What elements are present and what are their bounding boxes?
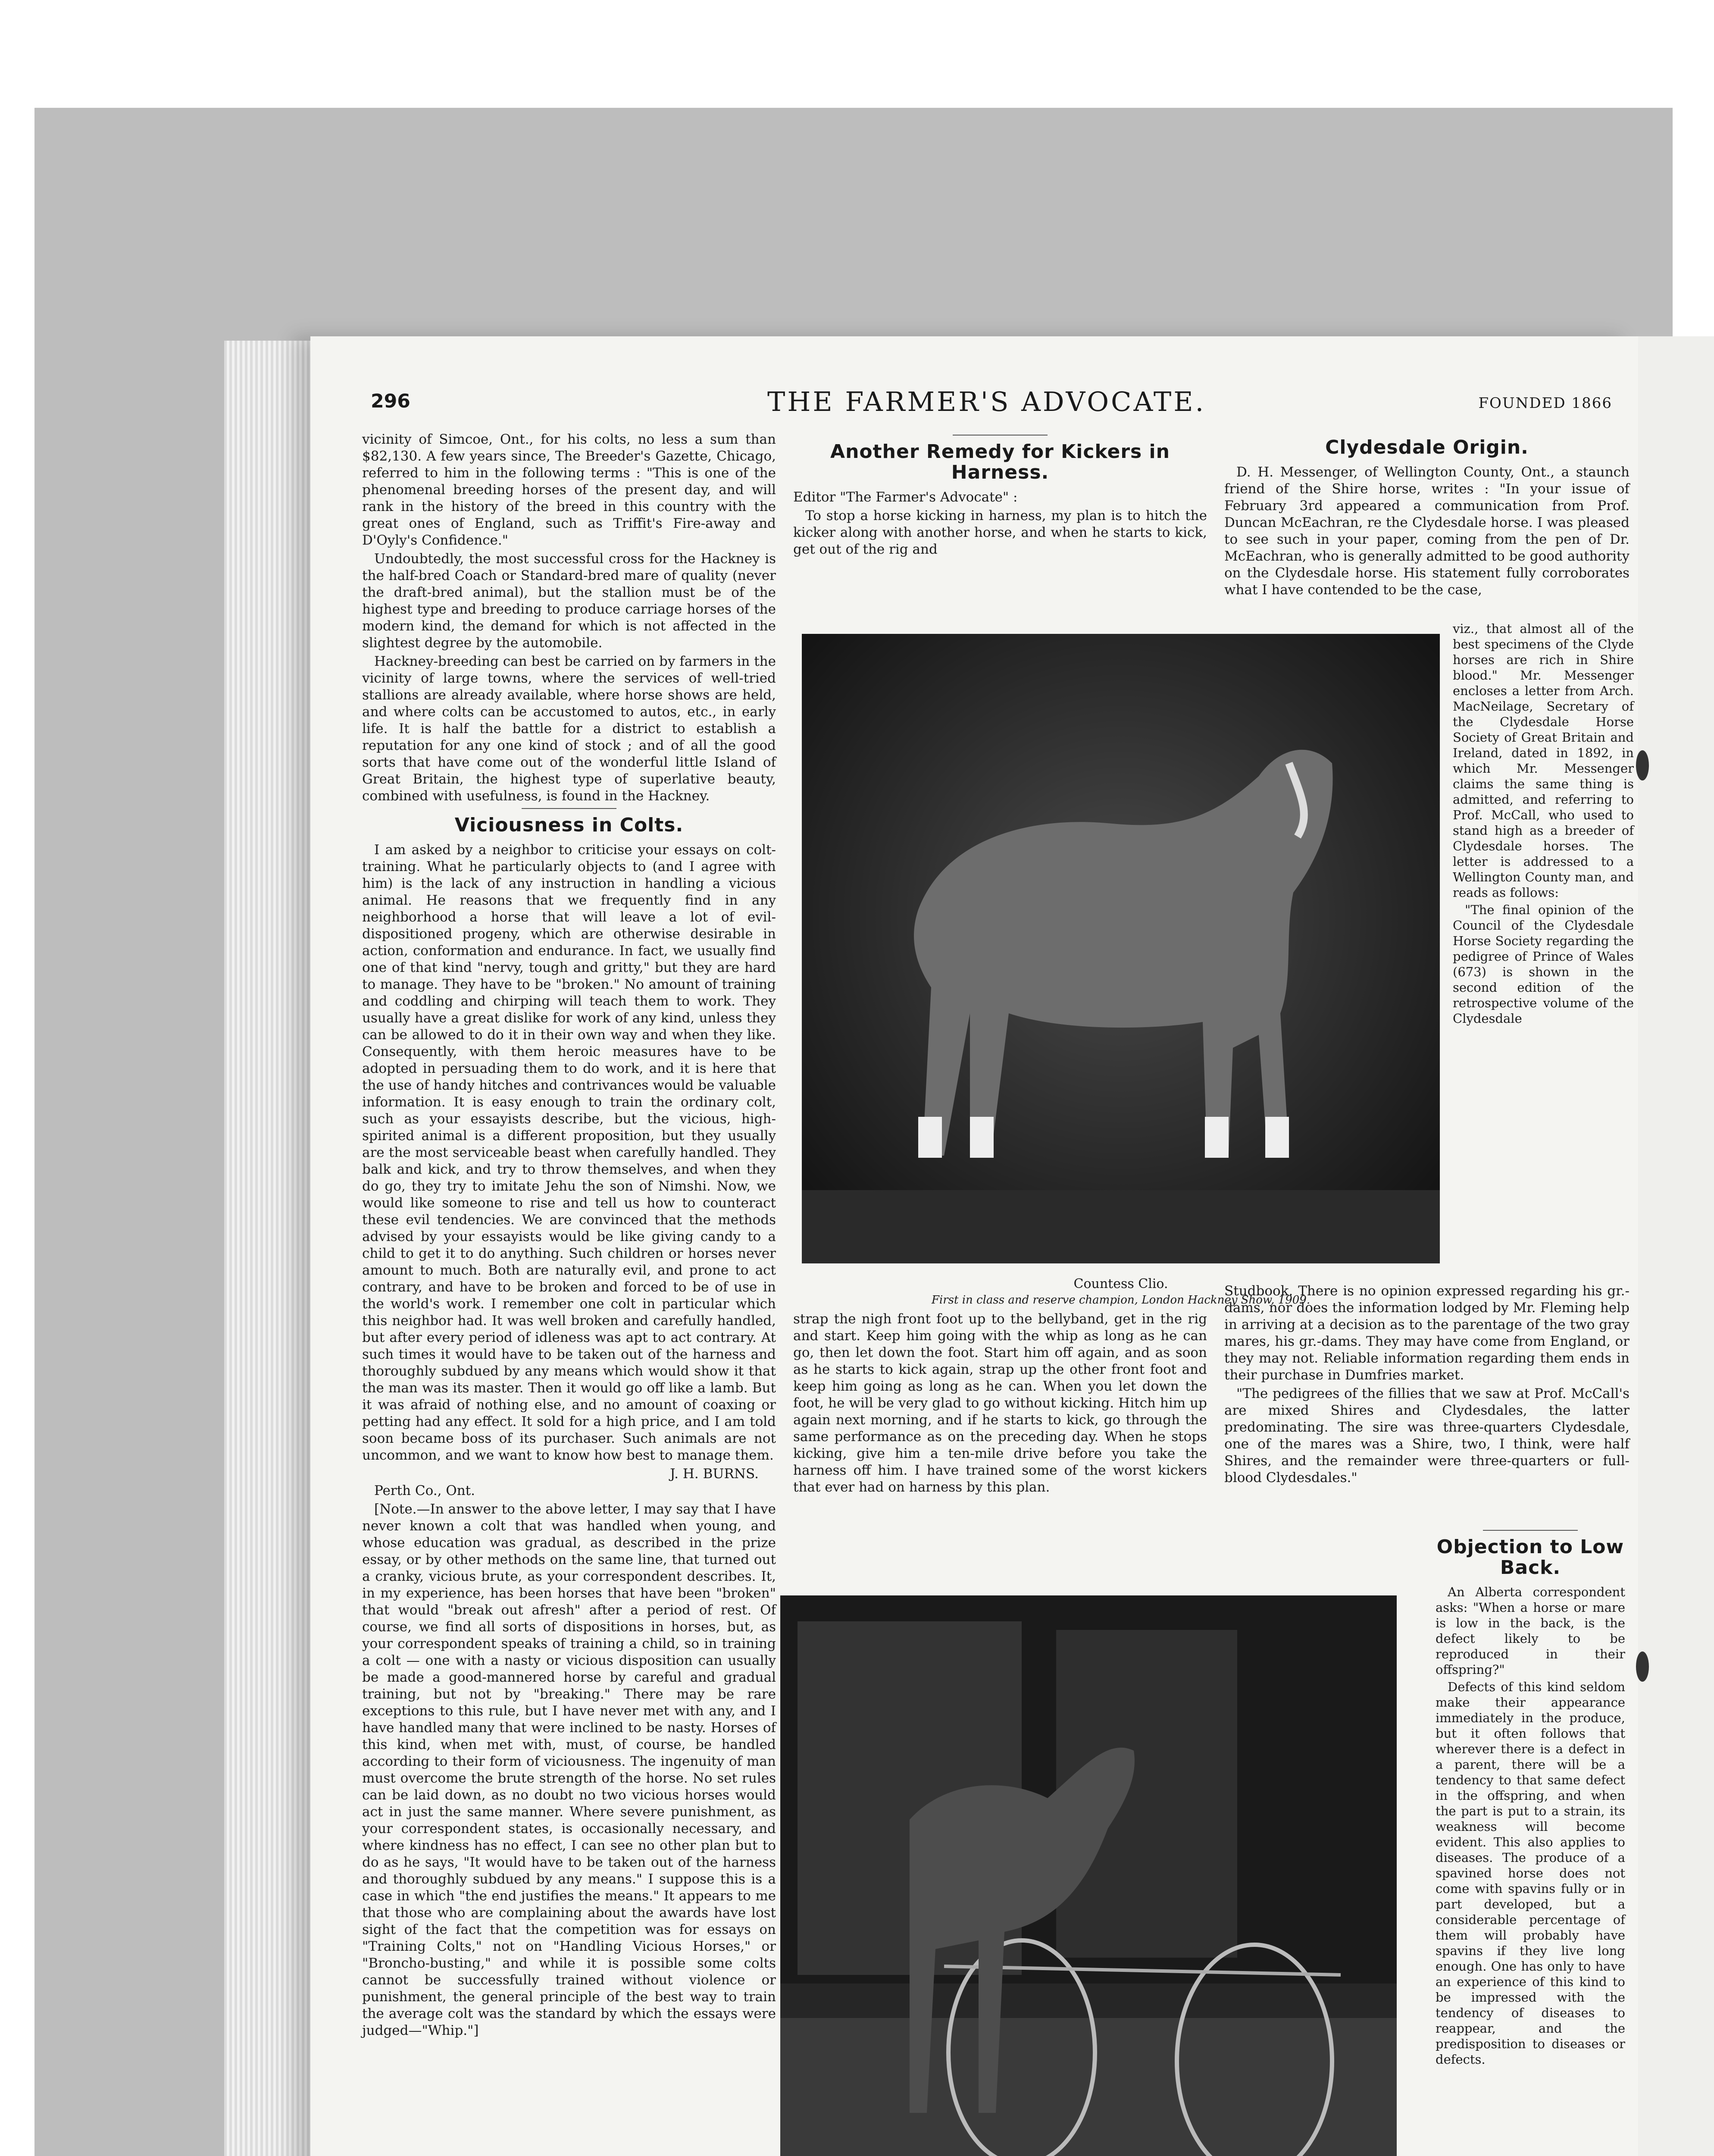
column-3 bbox=[1224, 431, 1630, 600]
article-paragraph: D. H. Messenger, of Wellington County, Ont., a staunch friend of the Shire horse, writes : "In your issue of February 3rd appeared a communication from Prof. Duncan McEachran, re the Clydesdale horse. I was pleased to see such in your paper, coming from the pen of Dr. McEachran, who is generally admitted to be good authority on the Clydesdale horse. His statement fully corroborates what I have contended to be the case, bbox=[1224, 464, 1630, 598]
article-paragraph: vicinity of Simcoe, Ont., for his colts, no less a sum than $82,130. A few years since, The Breeder's Gazette, Chicago, referred to him in the following terms : "This is one of the phenomenal breeding horses of the present day, and will rank in the history of the breed in this country with the great ones of England, such as Triffit's Fire-away and D'Oyly's Confidence." bbox=[362, 432, 776, 548]
article-paragraph: viz., that almost all of the best specimens of the Clyde horses are rich in Shire blood." Mr. Messenger encloses a letter from Arch. MacNeilage, Secretary of the Clydesdale Horse Society of Great Britain and Ireland, dated in 1892, in which Mr. Messenger claims the same thing is admitted, and referring to Prof. McCall, who used to stand high as a breeder of Clydesdale horses. The letter is addressed to a Wellington County man, and reads as follows: bbox=[1453, 621, 1634, 900]
article-paragraph: "The final opinion of the Council of the Clydesdale Horse Society regarding the pedigree of Prince of Wales (673) is shown in the second edition of the retrospective volume of the Clydesdale bbox=[1453, 903, 1634, 1026]
column-2 bbox=[793, 431, 1207, 560]
editor-note: [Note.—In answer to the above letter, I may say that I have never known a colt that was handled when young, and whose education was gradual, as described in the prize essay, or by other methods on the same line, that turned out a cranky, vicious brute, as your correspondent describes. It, in my experience, has been horses that have been "broken" that would "break out afresh" after a period of rest. Of course, we find all sorts of dispositions in horses, but, as your correspondent speaks of training a child, so in training a colt — one with a nasty or vicious disposition can usually be made a good-mannered horse by careful and gradual training, but not by "breaking." There may be rare exceptions to this rule, but I have never met with any, and I have handled many that were inclined to be nasty. Horses of this kind, when met with, must, of course, be handled according to their form of viciousness. The ingenuity of man must overcome the brute strength of the horse. No set rules can be laid down, as no doubt no two vicious horses would act in just the same manner. Where severe punishment, as your correspondent states, is occasionally necessary, and where kindness has no effect, I can see no other plan but to do as he says, "It would have to be taken out of the harness and thoroughly subdued by any means." I suppose this is a case in which "the end justifies the means." It appears to me that those who are complaining about the awards have lost sight of the fact that the competition was for essays on "Training Colts," not on "Handling Vicious Horses," or "Broncho-busting," and while it is possible some colts cannot be successfully trained without violence or punishment, the general principle of the best way to train the average colt was the standard by which the essays were judged—"Whip."] bbox=[362, 1501, 776, 2038]
heading-kickers: Another Remedy for Kickers in Harness. bbox=[830, 441, 1170, 483]
article-paragraph: An Alberta correspondent asks: "When a horse or mare is low in the back, is the defect likely to be reproduced in their offspring?" bbox=[1436, 1585, 1625, 1677]
section-rule bbox=[1483, 1530, 1578, 1531]
signature: J. H. BURNS. bbox=[670, 1466, 759, 1482]
article-paragraph: Hackney-breeding can best be carried on by farmers in the vicinity of large towns, where the services of well-tried stallions are already available, where horse shows are held, and where colts can be accustomed to autos, etc., in early life. It is half the battle for a district to establish a reputation for any one kind of stock ; and of all the good sorts that have come out of the wonderful little Island of Great Britain, the highest type of superlative beauty, combined with usefulness, is found in the Hackney. bbox=[362, 654, 776, 804]
photo-hillhurst-sensation bbox=[780, 1595, 1397, 2156]
article-paragraph: "The pedigrees of the fillies that we saw at Prof. McCall's are mixed Shires and Clydesdales, the latter predominating. The sire was three-quarters Clydesdale, one of the mares was a Shire, two, I think, were half Shires, and the remainder were three-quarters or full-blood Clydesdales." bbox=[1224, 1386, 1630, 1485]
article-paragraph: strap the nigh front foot up to the bellyband, get in the rig and start. Keep him going with the whip as long as he can go, then let down the foot. Start him off again, and as soon as he starts to kick again, strap up the other front foot and keep him going as long as he can. When you let down the foot, he will be very glad to go without kicking. Hitch him up again next morning, and if he starts to kick, go through the same performance as on the preceding day. When he stops kicking, give him a ten-mile drive before you take the harness off him. I have trained some of the worst kickers that ever had on harness by this plan. bbox=[793, 1311, 1207, 1495]
founded-line: FOUNDED 1866 bbox=[1478, 395, 1612, 412]
article-paragraph: Defects of this kind seldom make their appearance immediately in the produce, but it often follows that wherever there is a defect in a parent, there will be a tendency to that same defect in the offspring, and when the part is put to a strain, its weakness will become evident. This also applies to diseases. The produce of a spavined horse does not come with spavins fully or in part developed, but a considerable percentage of them will probably have spavins if they live long enough. One has only to have an experience of this kind to be impressed with the tendency of diseases to reappear, and the predisposition to diseases or defects. bbox=[1436, 1680, 1625, 2067]
editor-line: Editor "The Farmer's Advocate" : bbox=[793, 489, 1018, 505]
section-rule bbox=[953, 435, 1048, 436]
heading-objection: Objection to Low Back. bbox=[1436, 1536, 1624, 1579]
column-3-objection bbox=[1436, 1526, 1625, 2069]
article-paragraph: Undoubtedly, the most successful cross for the Hackney is the half-bred Coach or Standard-bred mare of quality (never the draft-bred animal), but the stallion must be of the highest type and breeding to produce carriage horses of the modern kind, the demand for which is not affected in the slightest degree by the automobile. bbox=[362, 551, 776, 651]
book-binding bbox=[224, 341, 310, 2156]
facing-page-edge bbox=[1638, 336, 1714, 2156]
column-1 bbox=[362, 431, 776, 2041]
page-header bbox=[371, 386, 1612, 420]
column-2-continued bbox=[793, 1311, 1207, 1498]
heading-viciousness: Viciousness in Colts. bbox=[454, 814, 684, 836]
place-line: Perth Co., Ont. bbox=[374, 1483, 475, 1498]
subcaption-countess-clio: First in class and reserve champion, London Hackney Show, 1909. bbox=[931, 1294, 1311, 1307]
article-paragraph: To stop a horse kicking in harness, my plan is to hitch the kicker along with another horse, and when he starts to kick, get out of the rig and bbox=[793, 508, 1207, 557]
heading-clydesdale: Clydesdale Origin. bbox=[1325, 436, 1529, 458]
column-3-narrow bbox=[1453, 621, 1634, 1028]
article-paragraph: Studbook. There is no opinion expressed regarding his gr.-dams, nor does the information lodged by Mr. Fleming help in arriving at a decision as to the parentage of the two gray mares, his gr.-dams. They may have come from England, or they may not. Reliable information regarding them ends in their purchase in Dumfries market. bbox=[1224, 1283, 1630, 1383]
scan-speck bbox=[1636, 1651, 1649, 1682]
column-3-continued bbox=[1224, 1283, 1630, 1488]
photo-countess-clio bbox=[802, 634, 1440, 1263]
scan-speck bbox=[1636, 750, 1649, 780]
article-paragraph: I am asked by a neighbor to criticise your essays on colt-training. What he particularly objects to (and I agree with him) is the lack of any instruction in handling a vicious animal. He reasons that we frequently find in any neighborhood a horse that will leave a lot of evil-dispositioned progeny, which are otherwise desirable in action, conformation and endurance. In fact, we usually find one of that kind "nervy, tough and gritty," but they are hard to manage. They have to be "broken." No amount of training and coddling and chirping will teach them to work. They usually have a great dislike for work of any kind, unless they can be allowed to do it in their own way and when they like. Consequently, with them heroic measures have to be adopted in persuading them to do work, and it is here that the use of handy hitches and contrivances would be valuable information. It is easy enough to train the ordinary colt, such as your essayists describe, but the vicious, high-spirited animal is a different proposition, but they usually are the most serviceable beast when carefully handled. They balk and kick, and try to throw themselves, and when they do go, they try to imitate Jehu the son of Nimshi. Now, we would like someone to rise and tell us how to counteract these evil tendencies. We are convinced that the methods advised by your essayists would be like giving candy to a child to get it to do anything. Such children or horses never amount to much. Both are naturally evil, and prone to act contrary, and have to be broken and forced to be of use in the world's work. I remember one colt in particular which this neighbor had. It was well broken and carefully handled, but after every period of idleness was apt to act contrary. At such times it would have to be taken out of the harness and thoroughly subdued by any means which would show it that the man was its master. Then it would go off like a lamb. But it was afraid of nothing else, and no amount of coaxing or petting had any effect. It sold for a high price, and I am told soon became boss of its purchaser. Such animals are not uncommon, and we want to know how best to manage them. bbox=[362, 842, 776, 1463]
caption-countess-clio: Countess Clio. bbox=[1073, 1276, 1168, 1291]
masthead: THE FARMER'S ADVOCATE. bbox=[767, 386, 1206, 417]
page-number: 296 bbox=[371, 390, 410, 412]
section-rule bbox=[522, 808, 616, 809]
